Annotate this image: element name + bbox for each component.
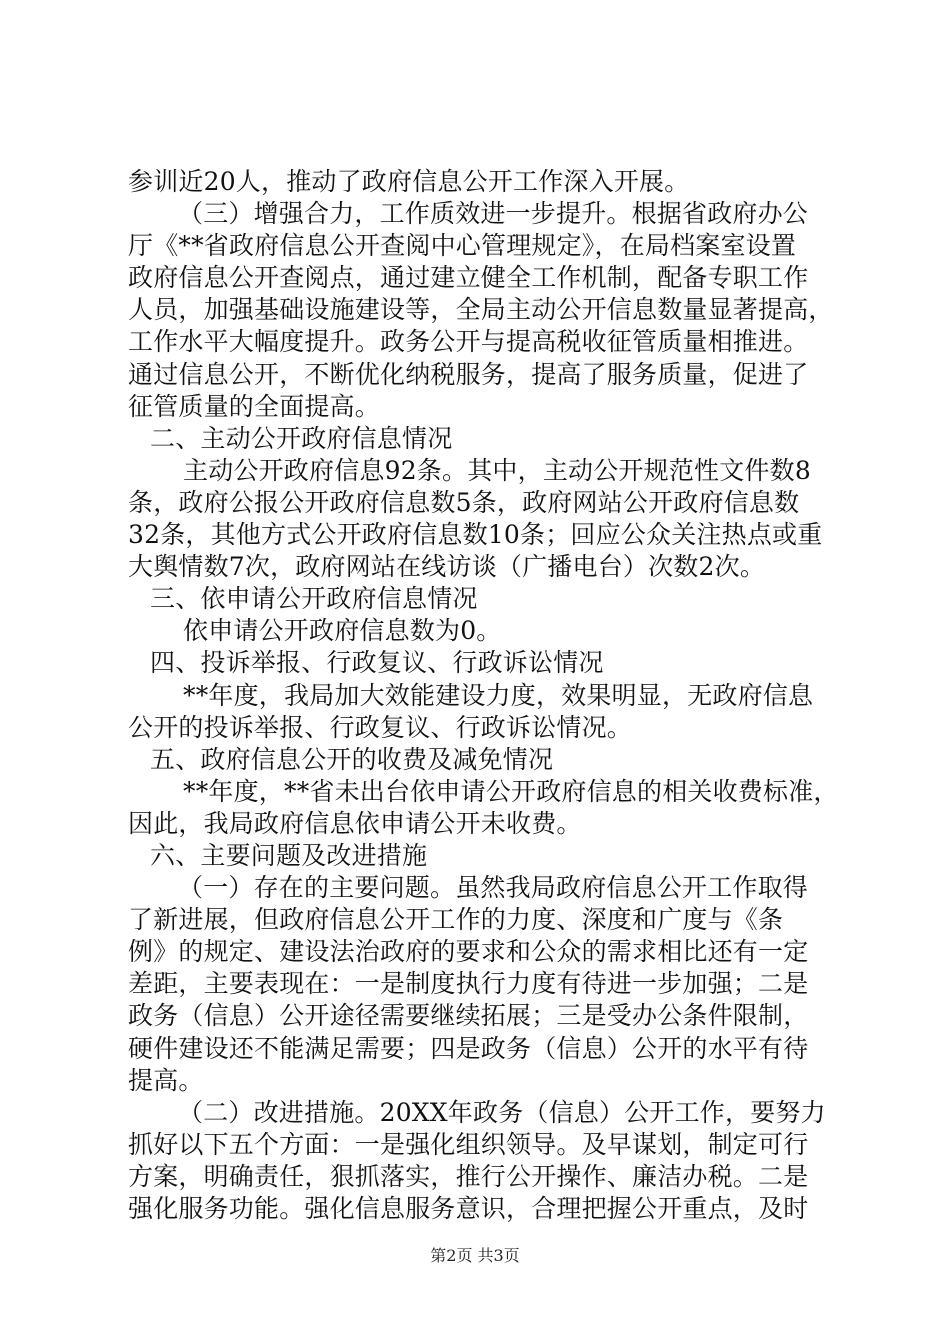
text-line: 抓好以下五个方面：一是强化组织领导。及早谋划，制定可行 <box>128 1129 809 1159</box>
text-line: 主动公开政府信息92条。其中，主动公开规范性文件数8 <box>183 455 811 485</box>
text-line: 差距，主要表现在：一是制度执行力度有待进一步加强；二是 <box>128 969 809 999</box>
text-line: （三）增强合力，工作质效进一步提升。根据省政府办公 <box>178 199 809 229</box>
text-line: 依申请公开政府信息数为0。 <box>183 616 502 646</box>
text-line: 强化服务功能。强化信息服务意识，合理把握公开重点，及时 <box>128 1194 809 1223</box>
text-line: 因此，我局政府信息依申请公开未收费。 <box>128 808 582 838</box>
text-line: 政务（信息）公开途径需要继续拓展；三是受办公条件限制， <box>128 1001 809 1031</box>
text-line: 大舆情数7次，政府网站在线访谈（广播电台）次数2次。 <box>128 552 766 582</box>
text-line: 方案，明确责任，狠抓落实，推行公开操作、廉洁办税。二是 <box>128 1161 809 1191</box>
text-line: 通过信息公开，不断优化纳税服务，提高了服务质量，促进了 <box>128 359 809 389</box>
page-footer: 第2页 共3页 <box>430 1246 520 1265</box>
section-heading: 二、主动公开政府信息情况 <box>150 423 453 453</box>
text-line: 征管质量的全面提高。 <box>128 391 381 421</box>
text-line: 参训近20人，推动了政府信息公开工作深入开展。 <box>128 167 690 196</box>
text-line: 了新进展，但政府信息公开工作的力度、深度和广度与《条 <box>128 905 784 935</box>
text-line: 32条，其他方式公开政府信息数10条；回应公众关注热点或重 <box>128 520 823 550</box>
text-line: 工作水平大幅度提升。政务公开与提高税收征管质量相推进。 <box>128 327 809 357</box>
text-line: 公开的投诉举报、行政复议、行政诉讼情况。 <box>128 712 633 742</box>
text-line: 提高。 <box>128 1065 204 1095</box>
text-line: （一）存在的主要问题。虽然我局政府信息公开工作取得 <box>178 873 809 903</box>
text-line: 条，政府公报公开政府信息数5条，政府网站公开政府信息数 <box>128 487 800 517</box>
text-line: 政府信息公开查阅点，通过建立健全工作机制，配备专职工作 <box>128 263 809 293</box>
section-heading: 三、依申请公开政府信息情况 <box>150 584 478 614</box>
text-line: **年度，**省未出台依申请公开政府信息的相关收费标准， <box>183 776 839 806</box>
text-line: 厅《**省政府信息公开查阅中心管理规定》，在局档案室设置 <box>128 231 797 261</box>
text-line: （二）改进措施。20XX年政务（信息）公开工作，要努力 <box>178 1097 826 1127</box>
text-line: 例》的规定、建设法治政府的要求和公众的需求相比还有一定 <box>128 937 809 967</box>
text-line: **年度，我局加大效能建设力度，效果明显，无政府信息 <box>183 680 814 710</box>
text-line: 人员，加强基础设施建设等，全局主动公开信息数量显著提高， <box>128 295 834 325</box>
text-line: 硬件建设还不能满足需要；四是政务（信息）公开的水平有待 <box>128 1033 809 1063</box>
section-heading: 六、主要问题及改进措施 <box>150 840 428 870</box>
section-heading: 四、投诉举报、行政复议、行政诉讼情况 <box>150 648 604 678</box>
document-body <box>128 166 840 1225</box>
section-heading: 五、政府信息公开的收费及减免情况 <box>150 744 554 774</box>
